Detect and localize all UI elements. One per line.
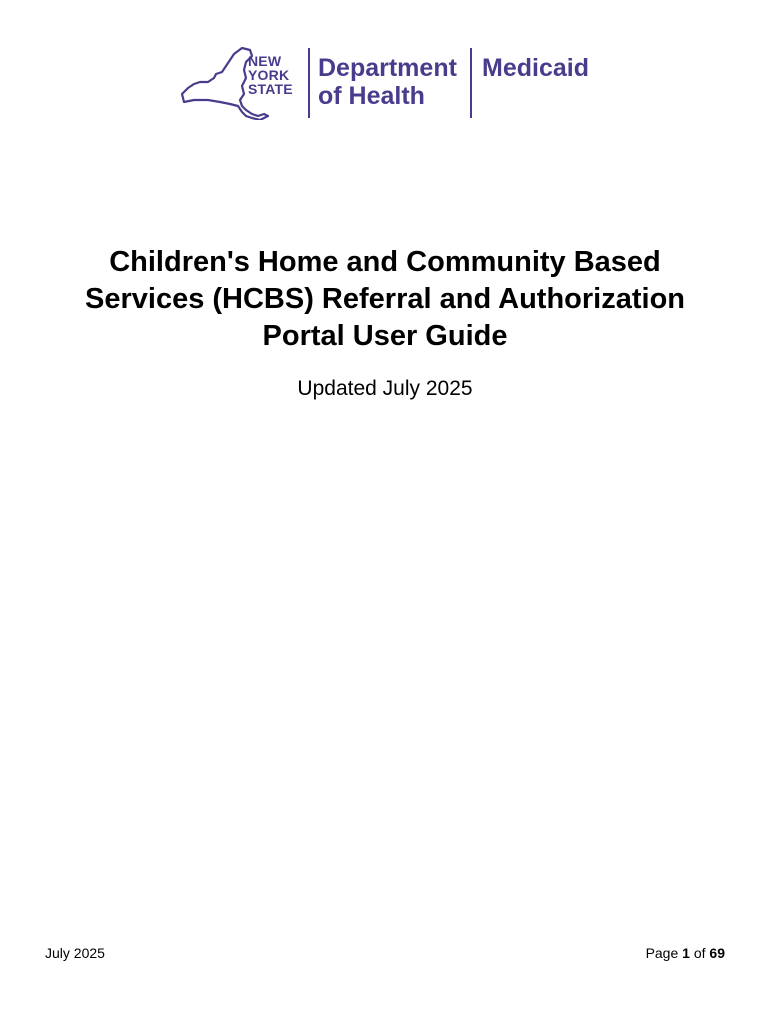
page-prefix: Page — [645, 945, 679, 961]
title-line: Children's Home and Community Based — [109, 246, 661, 278]
title-line: Services (HCBS) Referral and Authorization — [85, 283, 685, 315]
state-line-york: YORK — [248, 67, 290, 83]
footer-date: July 2025 — [45, 945, 105, 961]
title-line: Portal User Guide — [262, 320, 508, 352]
department-of-health-wordmark — [318, 54, 457, 110]
state-line-new: NEW — [248, 53, 282, 69]
of-health-line: of Health — [318, 82, 425, 110]
page-total: 69 — [709, 945, 725, 961]
page-current: 1 — [682, 945, 690, 961]
state-line-state: STATE — [248, 81, 293, 97]
medicaid-wordmark: Medicaid — [482, 54, 589, 82]
logo-divider — [470, 48, 472, 118]
page-number — [646, 944, 725, 962]
department-line: Department — [318, 54, 457, 82]
document-title — [40, 244, 730, 355]
page-of: of — [693, 945, 706, 961]
updated-date: Updated July 2025 — [297, 377, 473, 400]
logo-divider — [308, 48, 310, 118]
new-york-state-wordmark — [248, 54, 293, 96]
nys-doh-medicaid-logo — [180, 44, 600, 122]
